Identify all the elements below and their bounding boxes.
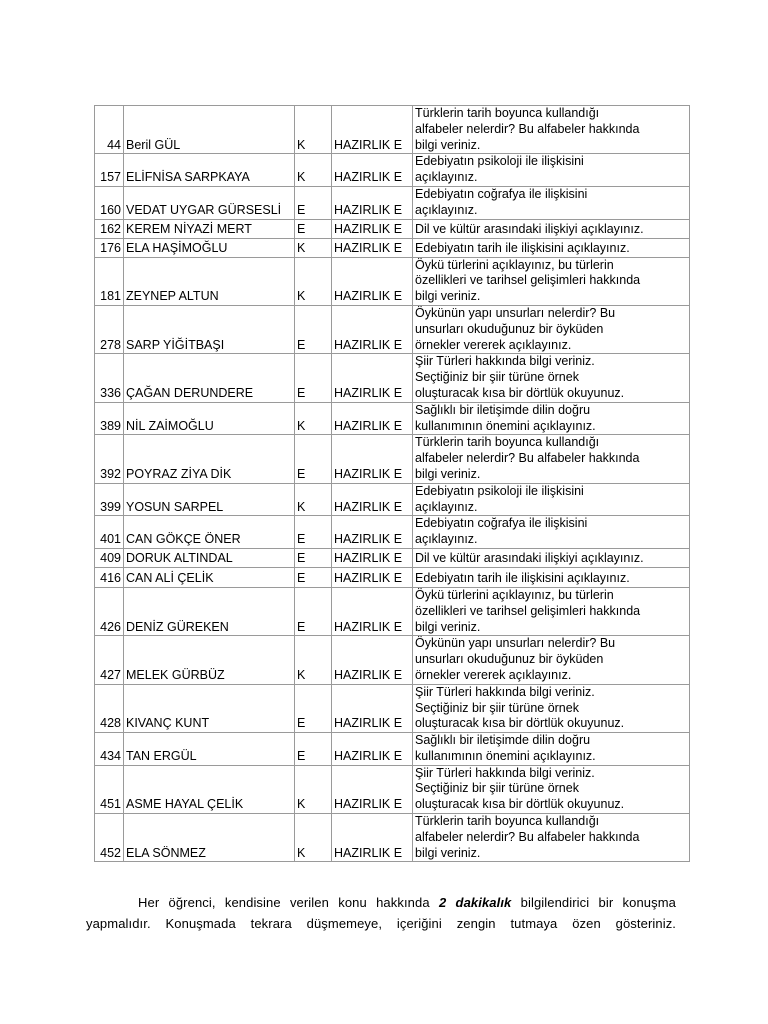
student-name-cell: MELEK GÜRBÜZ [124, 636, 295, 684]
class-cell: HAZIRLIK E [332, 765, 413, 813]
student-name-cell: ÇAĞAN DERUNDERE [124, 354, 295, 402]
student-number-cell: 176 [95, 238, 124, 257]
class-cell: HAZIRLIK E [332, 684, 413, 732]
topic-cell: Edebiyatın coğrafya ile ilişkisini açıklayınız. [413, 186, 690, 219]
class-cell: HAZIRLIK E [332, 516, 413, 549]
table-row [95, 567, 690, 587]
student-number-cell: 427 [95, 636, 124, 684]
class-cell: HAZIRLIK E [332, 257, 413, 305]
student-name-cell: YOSUN SARPEL [124, 483, 295, 516]
gender-cell: E [295, 587, 332, 635]
table-row [95, 765, 690, 813]
table-row [95, 548, 690, 567]
student-name-cell: POYRAZ ZİYA DİK [124, 435, 295, 483]
gender-cell: K [295, 814, 332, 862]
student-number-cell: 181 [95, 257, 124, 305]
table-row [95, 154, 690, 187]
instruction-text-before: Her öğrenci, kendisine verilen konu hakkında [138, 895, 439, 910]
gender-cell: K [295, 483, 332, 516]
student-name-cell: DORUK ALTINDAL [124, 548, 295, 567]
table-row [95, 587, 690, 635]
class-cell: HAZIRLIK E [332, 354, 413, 402]
instruction-paragraph [86, 892, 676, 934]
gender-cell: E [295, 516, 332, 549]
class-cell: HAZIRLIK E [332, 636, 413, 684]
gender-cell: K [295, 238, 332, 257]
student-name-cell: DENİZ GÜREKEN [124, 587, 295, 635]
class-cell: HAZIRLIK E [332, 305, 413, 353]
gender-cell: E [295, 354, 332, 402]
gender-cell: K [295, 402, 332, 435]
student-number-cell: 451 [95, 765, 124, 813]
class-cell: HAZIRLIK E [332, 186, 413, 219]
student-name-cell: CAN ALİ ÇELİK [124, 567, 295, 587]
student-number-cell: 452 [95, 814, 124, 862]
instruction-text-after: bilgilendirici bir konuşma yapmalıdır. Konuşmada tekrara düşmemeye, içeriğini zengin tutmaya özen gösteriniz. [86, 895, 676, 931]
topic-cell: Türklerin tarih boyunca kullandığı alfabeler nelerdir? Bu alfabeler hakkında bilgi veriniz. [413, 106, 690, 154]
topic-cell: Edebiyatın psikoloji ile ilişkisini açıklayınız. [413, 483, 690, 516]
student-number-cell: 162 [95, 219, 124, 238]
class-cell: HAZIRLIK E [332, 567, 413, 587]
student-number-cell: 426 [95, 587, 124, 635]
table-row [95, 305, 690, 353]
topic-cell: Sağlıklı bir iletişimde dilin doğru kullanımının önemini açıklayınız. [413, 733, 690, 766]
class-cell: HAZIRLIK E [332, 733, 413, 766]
gender-cell: K [295, 765, 332, 813]
student-name-cell: NİL ZAİMOĞLU [124, 402, 295, 435]
class-cell: HAZIRLIK E [332, 154, 413, 187]
table-row [95, 238, 690, 257]
gender-cell: K [295, 106, 332, 154]
student-number-cell: 399 [95, 483, 124, 516]
topic-cell: Şiir Türleri hakkında bilgi veriniz. Seçtiğiniz bir şiir türüne örnek oluşturacak kısa bir dörtlük okuyunuz. [413, 684, 690, 732]
topic-cell: Öykü türlerini açıklayınız, bu türlerin özellikleri ve tarihsel gelişimleri hakkında bilgi veriniz. [413, 587, 690, 635]
topic-cell: Şiir Türleri hakkında bilgi veriniz. Seçtiğiniz bir şiir türüne örnek oluşturacak kısa bir dörtlük okuyunuz. [413, 765, 690, 813]
student-number-cell: 428 [95, 684, 124, 732]
class-cell: HAZIRLIK E [332, 238, 413, 257]
student-name-cell: Beril GÜL [124, 106, 295, 154]
student-name-cell: ASME HAYAL ÇELİK [124, 765, 295, 813]
student-number-cell: 392 [95, 435, 124, 483]
class-cell: HAZIRLIK E [332, 483, 413, 516]
class-cell: HAZIRLIK E [332, 402, 413, 435]
gender-cell: E [295, 548, 332, 567]
student-number-cell: 409 [95, 548, 124, 567]
table-row [95, 636, 690, 684]
topic-cell: Edebiyatın tarih ile ilişkisini açıklayınız. [413, 567, 690, 587]
table-row [95, 257, 690, 305]
student-number-cell: 44 [95, 106, 124, 154]
student-topic-table [94, 105, 690, 862]
gender-cell: E [295, 733, 332, 766]
instruction-emphasis: 2 dakikalık [438, 895, 512, 910]
student-name-cell: KIVANÇ KUNT [124, 684, 295, 732]
student-number-cell: 401 [95, 516, 124, 549]
gender-cell: K [295, 154, 332, 187]
topic-cell: Türklerin tarih boyunca kullandığı alfabeler nelerdir? Bu alfabeler hakkında bilgi veriniz. [413, 814, 690, 862]
student-number-cell: 278 [95, 305, 124, 353]
class-cell: HAZIRLIK E [332, 106, 413, 154]
student-name-cell: ELA SÖNMEZ [124, 814, 295, 862]
gender-cell: E [295, 435, 332, 483]
topic-cell: Öykünün yapı unsurları nelerdir? Bu unsurları okuduğunuz bir öyküden örnekler vererek açıklayınız. [413, 636, 690, 684]
topic-cell: Türklerin tarih boyunca kullandığı alfabeler nelerdir? Bu alfabeler hakkında bilgi veriniz. [413, 435, 690, 483]
table-row [95, 483, 690, 516]
student-name-cell: ELİFNİSA SARPKAYA [124, 154, 295, 187]
gender-cell: E [295, 567, 332, 587]
topic-cell: Edebiyatın coğrafya ile ilişkisini açıklayınız. [413, 516, 690, 549]
class-cell: HAZIRLIK E [332, 435, 413, 483]
table-row [95, 733, 690, 766]
table-row [95, 186, 690, 219]
table-row [95, 402, 690, 435]
student-name-cell: SARP YİĞİTBAŞI [124, 305, 295, 353]
topic-cell: Dil ve kültür arasındaki ilişkiyi açıklayınız. [413, 548, 690, 567]
topic-cell: Öykü türlerini açıklayınız, bu türlerin özellikleri ve tarihsel gelişimleri hakkında bilgi veriniz. [413, 257, 690, 305]
class-cell: HAZIRLIK E [332, 587, 413, 635]
topic-cell: Dil ve kültür arasındaki ilişkiyi açıklayınız. [413, 219, 690, 238]
gender-cell: E [295, 684, 332, 732]
topic-cell: Şiir Türleri hakkında bilgi veriniz. Seçtiğiniz bir şiir türüne örnek oluşturacak kısa bir dörtlük okuyunuz. [413, 354, 690, 402]
table-row [95, 516, 690, 549]
student-name-cell: VEDAT UYGAR GÜRSESLİ [124, 186, 295, 219]
table-row [95, 106, 690, 154]
topic-cell: Edebiyatın psikoloji ile ilişkisini açıklayınız. [413, 154, 690, 187]
topic-cell: Sağlıklı bir iletişimde dilin doğru kullanımının önemini açıklayınız. [413, 402, 690, 435]
student-number-cell: 389 [95, 402, 124, 435]
student-number-cell: 160 [95, 186, 124, 219]
student-name-cell: KEREM NİYAZİ MERT [124, 219, 295, 238]
student-name-cell: TAN ERGÜL [124, 733, 295, 766]
student-number-cell: 157 [95, 154, 124, 187]
topic-cell: Öykünün yapı unsurları nelerdir? Bu unsurları okuduğunuz bir öyküden örnekler vererek açıklayınız. [413, 305, 690, 353]
gender-cell: E [295, 305, 332, 353]
student-name-cell: ELA HAŞİMOĞLU [124, 238, 295, 257]
gender-cell: K [295, 636, 332, 684]
gender-cell: E [295, 186, 332, 219]
table-row [95, 354, 690, 402]
gender-cell: E [295, 219, 332, 238]
student-name-cell: CAN GÖKÇE ÖNER [124, 516, 295, 549]
student-name-cell: ZEYNEP ALTUN [124, 257, 295, 305]
class-cell: HAZIRLIK E [332, 219, 413, 238]
table-row [95, 435, 690, 483]
table-body [95, 106, 690, 862]
student-number-cell: 336 [95, 354, 124, 402]
table-row [95, 219, 690, 238]
class-cell: HAZIRLIK E [332, 814, 413, 862]
gender-cell: K [295, 257, 332, 305]
table-row [95, 814, 690, 862]
topic-cell: Edebiyatın tarih ile ilişkisini açıklayınız. [413, 238, 690, 257]
student-number-cell: 434 [95, 733, 124, 766]
table-row [95, 684, 690, 732]
student-number-cell: 416 [95, 567, 124, 587]
class-cell: HAZIRLIK E [332, 548, 413, 567]
